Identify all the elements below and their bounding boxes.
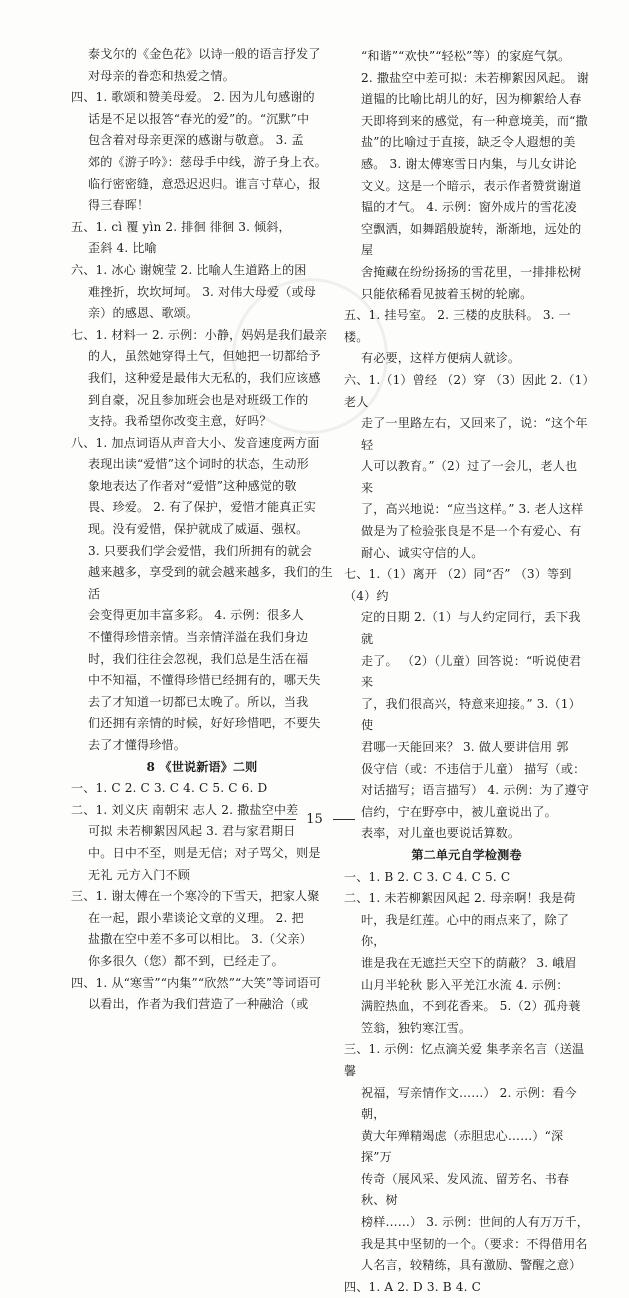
answer-line: 现。没有爱惜，保护就成了威逼、强权。 [88, 522, 309, 537]
answer-line: 歪斜 4. 比喻 [88, 241, 157, 256]
answer-line: 五、1. 挂号室。 2. 三楼的皮肤科。 3. 一楼。 [344, 308, 571, 344]
answer-line: 传奇（展风采、发风流、留芳名、书春秋、树 [361, 1171, 570, 1208]
right-column [344, 46, 589, 1298]
answer-line: 去了才知道一切都已太晚了。所以，当我 [88, 694, 309, 709]
answer-line: 泰戈尔的《金色花》以诗一般的语言抒发了 [88, 47, 321, 61]
answer-line: 话是不足以报答“春光的爱”的。“沉默”中 [88, 111, 310, 126]
answer-line: 道韫的比喻比胡儿的好，因为柳絮给人春 [361, 92, 582, 107]
answer-line: 信约，宁在野亭中，被儿童说出了。 [361, 804, 557, 819]
answer-line: 七、1. 材料一 2. 示例：小静，妈妈是我们最亲 [71, 327, 328, 342]
answer-line: 笠翁，独钓寒江雪。 [361, 1020, 472, 1035]
answer-line: 四、1. 从“寒雪”“内集”“欣然”“大笑”等词语可 [71, 975, 322, 990]
section-title: 8 《世说新语》二则 [146, 759, 258, 774]
answer-line: 了，高兴地说：“应当这样。” 3. 老人这样 [361, 502, 584, 517]
answer-line: 祝福，写亲情作文……） 2. 示例：看今朝， [361, 1085, 577, 1122]
answer-line: 支持。我希望你改变主意，好吗？ [88, 414, 272, 429]
answer-line: 了，我们很高兴，特意来迎接。” 3.（1）使 [361, 696, 581, 733]
answer-line: 盐撒在空中差不多可以相比。 3.（父亲） [88, 932, 312, 947]
answer-line: 耐心、诚实守信的人。 [361, 545, 484, 560]
answer-line: 山月半轮秋 影入平羌江水流 4. 示例： [361, 977, 569, 992]
answer-line: 临行密密缝，意恐迟迟归。谁言寸草心，报 [88, 176, 321, 191]
answer-line: 做是为了检验张良是不是一个有爱心、有 [361, 524, 582, 539]
answer-line: 包含着对母亲更深的感谢与敬意。 3. 孟 [88, 133, 304, 148]
answer-line: 会变得更加丰富多彩。 4. 示例：很多人 [88, 608, 304, 623]
answer-line: 不懂得珍惜亲情。当亲情洋溢在我们身边 [88, 630, 309, 645]
answer-line: 一、1. B 2. C 3. C 4. C 5. C [344, 869, 511, 884]
answer-line: 伋守信（或：不违信于儿童） 描写（或： [361, 761, 586, 776]
answer-line: 谁是我在无遮拦天空下的荫蔽？ 3. 峨眉 [361, 955, 577, 970]
section-title: 第二单元自学检测卷 [411, 847, 522, 862]
answer-line: 二、1. 未若柳絮因风起 2. 母亲啊！我是荷 [344, 891, 576, 906]
answer-line: 去了才懂得珍惜。 [88, 738, 186, 752]
answer-line: 盐”的比喻过于直接，缺乏令人遐想的美 [361, 135, 576, 150]
answer-line: 亲）的感恩、歌颂。 [88, 306, 199, 321]
answer-line: 时，我们往往会忽视，我们总是生活在福 [88, 651, 309, 666]
answer-line: 对母亲的眷恋和热爱之情。 [88, 68, 235, 83]
answer-line: 表现出读“爱惜”这个词时的状态，生动形 [88, 457, 309, 472]
page-number-footer [0, 812, 629, 827]
answer-line: 对话描写；语言描写） 4. 示例：为了遵守 [361, 783, 589, 798]
answer-line: 一、1. C 2. C 3. C 4. C 5. C 6. D [71, 781, 268, 796]
answer-line: 越来越多，享受到的就会越来越多，我们的生活 [88, 565, 333, 601]
answer-line: 在一起，跟小辈谈论文章的义理。 2. 把 [88, 910, 304, 925]
answer-line: 我们，这种爱是最伟大无私的，我们应该感 [88, 370, 321, 385]
answer-line: 2. 撒盐空中差可拟：未若柳絮因风起。 谢 [361, 70, 589, 85]
answer-line: 我是其中坚韧的一个。（要求：不得借用名 [361, 1236, 588, 1251]
answer-line: 六、1.（1）曾经 （2）穿 （3）因此 2.（1）老人 [344, 372, 589, 409]
answer-line: 感。 3. 谢太傅寒雪日内集，与儿女讲论 [361, 156, 577, 171]
answer-line: 六、1. 冰心 谢婉莹 2. 比喻人生道路上的困 [71, 262, 307, 277]
answer-line: 文义。这是一个暗示，表示作者赞赏谢道 [361, 178, 582, 193]
answer-line: 三、1. 谢太傅在一个寒冷的下雪天，把家人聚 [71, 889, 320, 904]
answer-line: 只能依稀看见披着玉树的轮廓。 [361, 286, 533, 301]
answer-line: 黄大年殚精竭虑（赤胆忠心……）“深探”万 [361, 1128, 564, 1165]
answer-line: 人名言，较精练，具有激励、警醒之意） [361, 1258, 582, 1273]
answer-line: 3. 只要我们学会爱惜，我们所拥有的就会 [88, 543, 312, 558]
answer-line: 你多很久（您）都不到，已经走了。 [88, 953, 284, 968]
answer-line: 君哪一天能回来？ 3. 做人要讲信用 郭 [361, 740, 569, 754]
answer-line: 们还拥有亲情的时候，好好珍惜吧，不要失 [88, 716, 321, 731]
answer-line: 满腔热血，不到花香来。 5.（2）孤舟蓑 [361, 999, 581, 1014]
answer-line: 叶，我是红莲。心中的雨点来了，除了你， [361, 912, 570, 949]
answer-line: 榜样……） 3. 示例：世间的人有万万千， [361, 1215, 589, 1230]
answer-line: 三、1. 示例：忆点滴关爱 集孝亲名言（送温馨 [344, 1042, 585, 1078]
answer-line: 得三春晖！ [88, 198, 150, 213]
answer-line: 四、1. A 2. D 3. B 4. C [344, 1279, 481, 1294]
answer-line: 象地表达了作者对“爱惜”这种感觉的敬 [88, 478, 297, 493]
answer-line: 八、1. 加点词语从声音大小、发音速度两方面 [71, 435, 320, 450]
answer-line: 的人，虽然她穿得土气，但她把一切都给予 [88, 349, 321, 364]
answer-line: 走了一里路左右，又回来了，说：“这个年轻 [361, 416, 588, 452]
answer-line: 韫的才气。 4. 示例：窗外成片的雪花凌 [361, 200, 577, 215]
answer-line: 郊的《游子吟》：慈母手中线，游子身上衣。 [88, 154, 327, 169]
answer-line: 定的日期 2.（1）与人约定同行，丢下我就 [361, 610, 581, 647]
answer-line: 有必要，这样方便病人就诊。 [361, 351, 521, 366]
answer-line: 中。日中不至，则是无信；对子骂父，则是 [88, 845, 321, 860]
left-column [71, 44, 333, 1016]
answer-line: 走了。 （2）（儿童）回答说：“听说使君来 [361, 653, 582, 690]
answer-line: 无礼 元方入门不顾 [88, 867, 190, 882]
answer-line: 以看出，作者为我们营造了一种融洽（或 [88, 997, 309, 1012]
answer-line: 二、1. 刘义庆 南朝宋 志人 2. 撒盐空中差 [71, 802, 299, 817]
answer-line: 表率，对儿童也要说话算数。 [361, 826, 521, 841]
answer-line: 难挫折，坎坎坷坷。 3. 对伟大母爱（或母 [88, 284, 316, 299]
answer-line: 天即将到来的感觉，有一种意境美，而“撒 [361, 113, 588, 128]
answer-line: 七、1.（1）离开 （2）同“否” （3）等到 （4）约 [344, 567, 572, 603]
answer-line: 可拟 未若柳絮因风起 3. 君与家君期日 [88, 824, 296, 839]
answer-line: 人可以教育。”（2）过了一会儿，老人也来 [361, 459, 578, 495]
answer-line: 到自豪，况且参加班会也是对班级工作的 [88, 392, 309, 407]
page-number: 15 [306, 812, 323, 827]
answer-line: 五、1. cì 覆 yìn 2. 排徊 徘徊 3. 倾斜， [71, 219, 291, 234]
answer-line: “和谐”“欢快”“轻松”等）的家庭气氛。 [361, 49, 571, 63]
answer-line: 四、1. 歌颂和赞美母爱。 2. 因为儿句感谢的 [71, 90, 315, 105]
answer-line: 畏、珍爱。 2. 有了保护，爱惜才能真正实 [88, 500, 316, 515]
answer-line: 空飘洒，如舞蹈般旋转，渐渐地，远处的屋 [361, 221, 582, 258]
answer-line: 舍掩藏在纷纷扬扬的雪花里，一排排松树 [361, 264, 582, 279]
answer-line: 中不知福，不懂得珍惜已经拥有的，哪天失 [88, 673, 321, 688]
